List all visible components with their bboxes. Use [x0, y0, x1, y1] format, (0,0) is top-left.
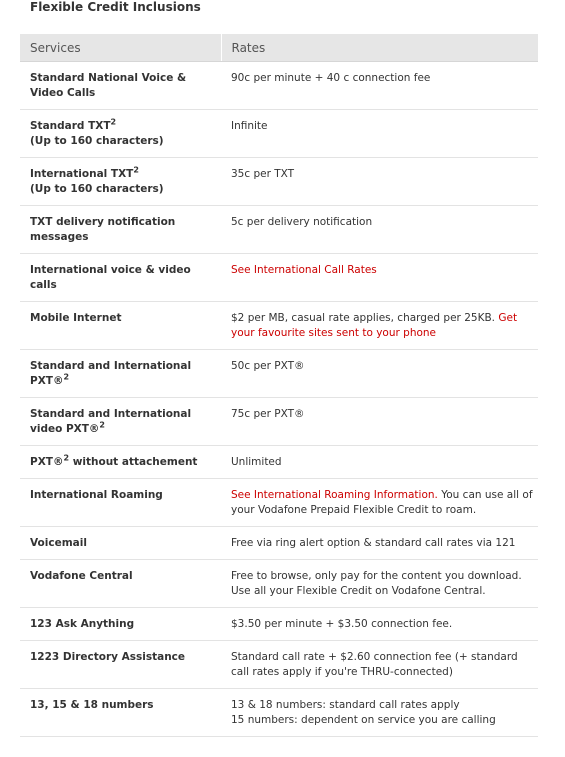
favourite-sites-link[interactable]: Get your favourite sites sent to your phone: [231, 312, 518, 339]
rate-cell: [221, 560, 538, 608]
service-label: Standard and International PXT®: [30, 360, 192, 387]
rate-cell: [221, 479, 538, 527]
rate-cell: [221, 350, 538, 398]
rate-cell: [221, 158, 538, 206]
rate-text: Infinite: [231, 120, 268, 132]
rate-cell: [221, 398, 538, 446]
footnote-marker: 2: [63, 453, 70, 463]
service-label: TXT delivery notification messages: [30, 216, 176, 243]
rate-text: Unlimited: [231, 456, 282, 468]
service-cell: [20, 608, 221, 641]
service-label: Standard and International video PXT®: [30, 408, 192, 435]
international-call-rates-link[interactable]: See International Call Rates: [231, 264, 377, 276]
rates-column-header: Rates: [221, 34, 538, 62]
table-row: [20, 110, 538, 158]
service-label: Vodafone Central: [30, 570, 133, 582]
service-label: PXT®: [30, 456, 64, 468]
service-cell: [20, 527, 221, 560]
service-sublabel: (Up to 160 characters): [30, 135, 164, 147]
rate-cell: [221, 206, 538, 254]
service-cell: [20, 302, 221, 350]
table-row: [20, 158, 538, 206]
service-cell: [20, 350, 221, 398]
table-row: [20, 398, 538, 446]
table-row: [20, 206, 538, 254]
footnote-marker: 2: [110, 117, 117, 127]
service-label: 13, 15 & 18 numbers: [30, 699, 154, 711]
rate-cell: [221, 62, 538, 110]
service-cell: [20, 446, 221, 479]
service-cell: [20, 641, 221, 689]
table-row: [20, 641, 538, 689]
rate-text: 5c per delivery notification: [231, 216, 373, 228]
rate-cell: [221, 641, 538, 689]
rate-cell: [221, 254, 538, 302]
service-label: International Roaming: [30, 489, 163, 501]
service-label: 123 Ask Anything: [30, 618, 135, 630]
table-row: [20, 302, 538, 350]
rate-cell: [221, 608, 538, 641]
rates-table: [20, 34, 538, 737]
table-row: [20, 527, 538, 560]
rate-cell: [221, 689, 538, 737]
rate-text: 90c per minute + 40 c connection fee: [231, 72, 431, 84]
international-roaming-link[interactable]: See International Roaming Information.: [231, 489, 438, 501]
rate-cell: [221, 110, 538, 158]
service-label: Voicemail: [30, 537, 87, 549]
rate-text: Standard call rate + $2.60 connection fee (+ standard call rates apply if you're THRU-connected): [231, 651, 518, 678]
rate-text: 13 & 18 numbers: standard call rates apply: [231, 699, 460, 711]
table-header-row: [20, 34, 538, 62]
footnote-marker: 2: [63, 372, 70, 382]
service-label: Standard TXT: [30, 120, 111, 132]
service-sublabel: (Up to 160 characters): [30, 183, 164, 195]
rate-cell: [221, 527, 538, 560]
footnote-marker: 2: [99, 420, 105, 430]
table-row: [20, 560, 538, 608]
service-cell: [20, 62, 221, 110]
rate-cell: [221, 302, 538, 350]
rate-text: 50c per PXT®: [231, 360, 305, 372]
service-cell: [20, 398, 221, 446]
table-row: [20, 446, 538, 479]
table-row: [20, 350, 538, 398]
rate-cell: [221, 446, 538, 479]
service-cell: [20, 689, 221, 737]
service-cell: [20, 158, 221, 206]
rate-text: 35c per TXT: [231, 168, 295, 180]
rate-text-line2: 15 numbers: dependent on service you are calling: [231, 714, 496, 726]
service-label: Mobile Internet: [30, 312, 122, 324]
table-row: [20, 689, 538, 737]
service-label-suffix: without attachement: [72, 456, 198, 468]
table-row: [20, 608, 538, 641]
service-label: International TXT: [30, 168, 134, 180]
rate-text: $2 per MB, casual rate applies, charged per 25KB.: [231, 312, 495, 324]
rate-text: 75c per PXT®: [231, 408, 305, 420]
service-cell: [20, 479, 221, 527]
table-row: [20, 479, 538, 527]
footnote-marker: 2: [133, 165, 139, 175]
rate-text: $3.50 per minute + $3.50 connection fee.: [231, 618, 453, 630]
rate-text: You can use all of your Vodafone Prepaid Flexible Credit to roam.: [231, 489, 533, 516]
service-cell: [20, 254, 221, 302]
service-cell: [20, 206, 221, 254]
rate-text: Free to browse, only pay for the content you download. Use all your Flexible Credit on Vodafone Central.: [231, 570, 522, 597]
service-label: 1223 Directory Assistance: [30, 651, 186, 663]
table-row: [20, 254, 538, 302]
service-cell: [20, 110, 221, 158]
services-column-header: Services: [20, 34, 221, 62]
page-title: Flexible Credit Inclusions: [30, 0, 201, 14]
service-label: Standard National Voice & Video Calls: [30, 72, 187, 99]
service-cell: [20, 560, 221, 608]
service-label: International voice & video calls: [30, 264, 191, 291]
rate-text: Free via ring alert option & standard call rates via 121: [231, 537, 516, 549]
table-row: [20, 62, 538, 110]
